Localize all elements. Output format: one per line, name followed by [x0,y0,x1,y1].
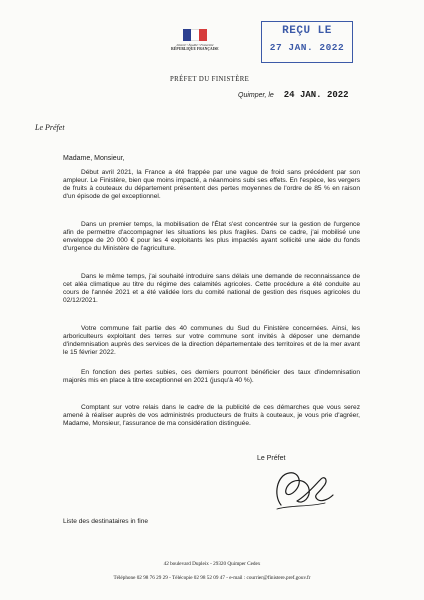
stamp-date: 27 JAN. 2022 [269,42,345,53]
place-label: Quimper, le [238,92,274,99]
recipients-list-note: Liste des destinataires in fine [63,518,149,525]
letter-date: 24 JAN. 2022 [283,90,349,100]
place-date-line [238,90,349,100]
republic-name: RÉPUBLIQUE FRANÇAISE [171,47,219,51]
signer-title: Le Préfet [257,455,286,462]
republic-motto: Liberté • Égalité • Fraternité [176,43,214,47]
salutation: Madame, Monsieur, [63,155,125,162]
footer-address: 42 boulevard Dupleix - 29320 Quimper Cedex [163,561,261,567]
paragraph-6: Comptant sur votre relais dans le cadre de la publicité de ces démarches que vous serez amené à réaliser auprès de vos administrés producteurs de fruits à couteaux, je vous prie d'agréer, Madame, Monsieur, l'assurance de ma considération distinguée. [63,404,360,427]
paragraph-1: Début avril 2021, la France a été frappée par une vague de froid sans précédent par son ampleur. Le Finistère, bien que moins impacté, a néanmoins subi ses effets. En l'espèce, les vergers de fruits à couteaux du département présentent des pertes moyennes de l'ordre de 85 % en raison d'un épisode de gel exceptionnel. [63,169,360,200]
marianne-logo [167,29,223,51]
paragraph-4: Votre commune fait partie des 40 communes du Sud du Finistère concernées. Ainsi, les arboriculteurs exploitant des terres sur votre commune sont invités à déposer une demande d'indemnisation auprès des services de la direction départementale des territoires et de la mer avant le 15 février 2022. [63,325,360,356]
paragraph-2: Dans un premier temps, la mobilisation de l'État s'est concentrée sur la gestion de l'urgence afin de permettre d'accompagner les situations les plus fragiles. Dans ce cadre, j'ai mobilisé une enveloppe de 20 000 € pour les 4 exploitants les plus impactés ayant sollicité une aide du fonds d'urgence du Ministère de l'agriculture. [63,221,360,252]
footer-contact: Téléphone 02 98 76 29 29 - Télécopie 02 98 52 09 47 - e-mail : courrier@finistere.pref.gouv.fr [113,575,311,581]
french-flag-icon [183,29,207,41]
office-title: PRÉFET DU FINISTÈRE [170,76,250,83]
paragraph-5: En fonction des pertes subies, ces derniers pourront bénéficier des taux d'indemnisation majorés mis en place à titre exceptionnel en 2021 (jusqu'à 40 %). [63,369,360,384]
paragraph-3: Dans le même temps, j'ai souhaité introduire sans délais une demande de reconnaissance de cet aléa climatique au titre du régime des calamités agricoles. Cette procédure a été conduite au cours de l'année 2021 et a été validée lors du comité national de gestion des risques agricoles du 02/12/2021. [63,273,360,304]
received-stamp [261,21,353,63]
handwritten-signature [263,465,343,515]
stamp-label: REÇU LE [282,25,332,37]
sender-signature-label: Le Préfet [35,123,65,132]
